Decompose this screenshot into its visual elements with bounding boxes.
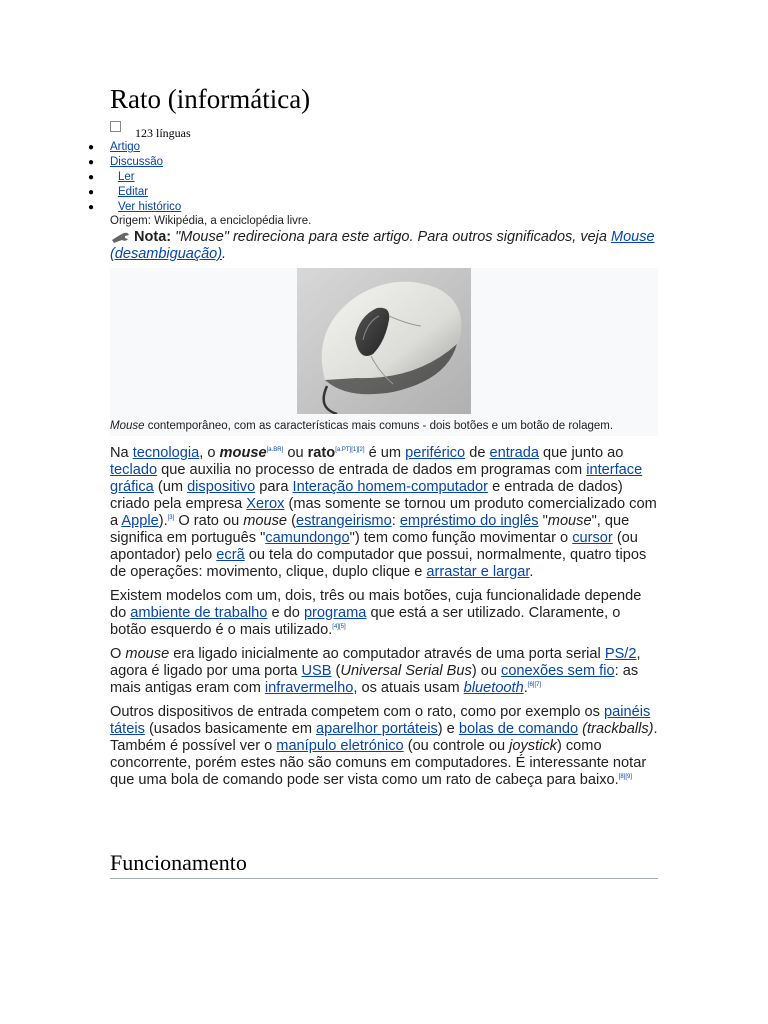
article-body [110, 445, 658, 796]
link-infravermelho[interactable]: infravermelho [264, 680, 354, 696]
text: e do [267, 605, 304, 621]
link-usb[interactable]: USB [301, 663, 332, 679]
link-ambiente-de-trabalho[interactable]: ambiente de trabalho [130, 605, 268, 621]
link-ecra[interactable]: ecrã [216, 547, 245, 563]
link-xerox[interactable]: Xerox [246, 496, 285, 512]
footnote-ref[interactable]: [3] [167, 515, 175, 522]
text: ) ou [471, 663, 502, 679]
link-camundongo[interactable]: camundongo [265, 530, 350, 546]
text: que junto ao [539, 445, 624, 461]
link-entrada[interactable]: entrada [489, 445, 539, 461]
link-dispositivo[interactable]: dispositivo [187, 479, 256, 495]
text: ", que significa em português " [110, 513, 630, 546]
text: ") tem como função movimentar o [349, 530, 573, 546]
term-mouse: mouse [547, 513, 592, 529]
term-usb: Universal Serial Bus [340, 663, 472, 679]
text: . [523, 680, 528, 696]
hatnote-end: . [222, 246, 227, 262]
text: era ligado inicialmente ao computador através de uma porta serial [169, 646, 605, 662]
language-selector[interactable] [110, 120, 191, 140]
text: é um [364, 445, 406, 461]
text: , os atuais usam [353, 680, 464, 696]
link-teclado[interactable]: teclado [110, 462, 158, 478]
mouse-image [297, 268, 471, 414]
term-mouse: mouse [219, 445, 267, 461]
term-mouse: mouse [125, 646, 170, 662]
text: , agora é ligado por uma porta [110, 646, 641, 679]
link-estrangeirismo[interactable]: estrangeirismo [295, 513, 392, 529]
text: (ou apontador) pelo [110, 530, 638, 563]
footnote-ref[interactable]: [4][5] [332, 624, 346, 631]
footnote-ref[interactable]: [a.BR] [266, 447, 284, 454]
language-count[interactable]: 123 línguas [135, 126, 191, 140]
text: ( [287, 513, 296, 529]
text: O [110, 646, 126, 662]
page-title: Rato (informática) [110, 84, 311, 114]
text: , o [199, 445, 220, 461]
text: ou tela do computador que possui, normalmente, quatro tipos de operações: movimento, clique, duplo clique e [110, 547, 647, 580]
link-emprestimo[interactable]: empréstimo do inglês [399, 513, 539, 529]
caption-em: Mouse [110, 420, 145, 432]
link-ps2[interactable]: PS/2 [604, 646, 637, 662]
link-tecnologia[interactable]: tecnologia [132, 445, 200, 461]
term-joystick: joystick [509, 738, 557, 754]
bullet: ● [88, 172, 95, 183]
bullet: ● [88, 187, 95, 198]
text: Na [110, 445, 133, 461]
text: (usados basicamente em [144, 721, 317, 737]
link-interacao[interactable]: Interação homem-computador [292, 479, 489, 495]
mouse-photo[interactable] [297, 268, 471, 414]
text: . [529, 564, 534, 580]
bullet: ● [88, 142, 95, 153]
footnote-ref[interactable]: [8][9] [618, 774, 633, 781]
link-bluetooth[interactable]: bluetooth [463, 680, 524, 696]
hatnote-link[interactable]: Mouse (desambiguação) [110, 229, 655, 262]
figure [110, 268, 658, 436]
link-apple[interactable]: Apple [121, 513, 159, 529]
disambiguation-icon [110, 231, 130, 243]
text: para [255, 479, 293, 495]
text: e entrada de dados) criado pela empresa [110, 479, 623, 512]
section-heading: Funcionamento [110, 850, 658, 879]
paragraph [110, 588, 658, 639]
link-interface-grafica[interactable]: interface gráfica [110, 462, 643, 495]
footnote-ref[interactable]: [1][2] [351, 447, 365, 454]
link-periferico[interactable]: periférico [405, 445, 466, 461]
hatnote-text: "Mouse" redireciona para este artigo. Para outros significados, veja [175, 229, 607, 245]
text: : as mais antigas eram com [110, 663, 639, 696]
text: Existem modelos com um, dois, três ou mais botões, cuja funcionalidade depende do [110, 588, 642, 621]
tab-editar[interactable]: Editar [118, 186, 149, 198]
tab-ver-historico[interactable]: Ver histórico [118, 201, 182, 213]
text: (mas somente se tornou um produto comercializado com a [110, 496, 657, 529]
figure-caption [110, 420, 613, 432]
text: O rato ou [174, 513, 244, 529]
text: (ou controle ou [403, 738, 510, 754]
link-aparelhor-portateis[interactable]: aparelhor portáteis [316, 721, 438, 737]
tab-discussao[interactable]: Discussão [110, 156, 164, 168]
caption-text: contemporâneo, com as características mais comuns - dois botões e um botão de rolagem. [144, 420, 614, 432]
link-programa[interactable]: programa [303, 605, 367, 621]
text: de [465, 445, 490, 461]
hatnote [110, 229, 658, 263]
paragraph [110, 704, 658, 789]
paragraph [110, 445, 658, 581]
text: . Também é possível ver o [110, 721, 658, 754]
link-bolas-de-comando[interactable]: bolas de comando [458, 721, 579, 737]
link-cursor[interactable]: cursor [572, 530, 613, 546]
text: (um [153, 479, 188, 495]
bullet: ● [88, 202, 95, 213]
text: : [391, 513, 400, 529]
text: ) como concorrente, porém estes não são comuns em computadores. É interessante notar que uma bola de comando pode ser vista como um rato de cabeça para baixo. [110, 738, 647, 788]
link-arrastar-e-largar[interactable]: arrastar e largar [426, 564, 530, 580]
hatnote-label: Nota: [134, 229, 172, 245]
text: ) e [437, 721, 459, 737]
text: Outros dispositivos de entrada competem com o rato, como por exemplo os [110, 704, 604, 720]
tab-ler[interactable]: Ler [118, 171, 135, 183]
footnote-ref[interactable]: [a.PT] [335, 447, 352, 454]
link-manipulo-eletronico[interactable]: manípulo eletrónico [276, 738, 404, 754]
text: que está a ser utilizado. Claramente, o botão esquerdo é o mais utilizado. [110, 605, 621, 638]
origin-note: Origem: Wikipédia, a enciclopédia livre. [110, 215, 312, 227]
term-rato: rato [307, 445, 336, 461]
link-conexoes-sem-fio[interactable]: conexões sem fio [501, 663, 615, 679]
language-icon [110, 121, 121, 132]
term-trackballs: (trackballs) [582, 721, 654, 737]
footnote-ref[interactable]: [6][7] [527, 682, 542, 689]
text: " [538, 513, 548, 529]
text: ou [283, 445, 308, 461]
text: ( [331, 663, 341, 679]
term-mouse: mouse [243, 513, 288, 529]
link-paineis-tateis[interactable]: painéis táteis [110, 704, 651, 737]
text: ). [158, 513, 168, 529]
bullet: ● [88, 157, 95, 168]
tab-artigo[interactable]: Artigo [110, 141, 141, 153]
text: que auxilia no processo de entrada de dados em programas com [157, 462, 587, 478]
paragraph [110, 646, 658, 697]
